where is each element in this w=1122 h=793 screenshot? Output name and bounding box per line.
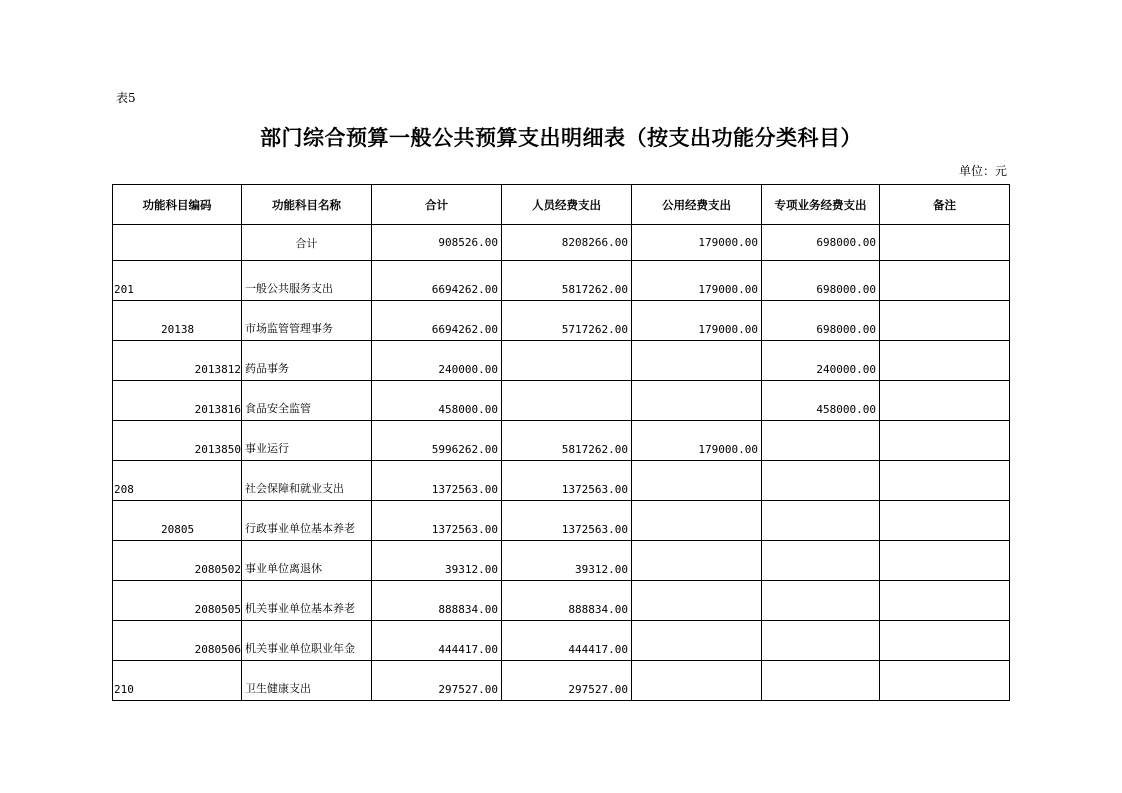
cell-personnel: 1372563.00 — [502, 461, 632, 501]
cell-special: 240000.00 — [762, 341, 880, 381]
table-row — [113, 301, 1010, 341]
cell-special — [762, 461, 880, 501]
table-number-label: 表5 — [116, 91, 136, 105]
cell-special — [762, 421, 880, 461]
cell-code: 20138 — [113, 301, 242, 341]
cell-total: 458000.00 — [372, 381, 502, 421]
cell-code: 20805 — [113, 501, 242, 541]
cell-total: 6694262.00 — [372, 301, 502, 341]
cell-name: 行政事业单位基本养老 — [242, 501, 372, 541]
cell-special: 698000.00 — [762, 261, 880, 301]
table-row — [113, 341, 1010, 381]
table-row — [113, 501, 1010, 541]
cell-name: 卫生健康支出 — [242, 661, 372, 701]
cell-note — [880, 421, 1010, 461]
cell-name: 药品事务 — [242, 341, 372, 381]
column-header-note: 备注 — [880, 185, 1010, 225]
cell-personnel: 444417.00 — [502, 621, 632, 661]
cell-special — [762, 581, 880, 621]
cell-public: 179000.00 — [632, 421, 762, 461]
cell-code: 2080505 — [113, 581, 242, 621]
cell-code: 2013850 — [113, 421, 242, 461]
cell-public — [632, 541, 762, 581]
table-row — [113, 261, 1010, 301]
cell-personnel: 5817262.00 — [502, 421, 632, 461]
table-body — [113, 225, 1010, 701]
table-row — [113, 421, 1010, 461]
cell-total: 908526.00 — [372, 225, 502, 261]
cell-personnel: 39312.00 — [502, 541, 632, 581]
cell-code — [113, 225, 242, 261]
budget-detail-table — [112, 184, 1010, 701]
cell-code: 2013812 — [113, 341, 242, 381]
cell-public: 179000.00 — [632, 301, 762, 341]
cell-note — [880, 581, 1010, 621]
cell-name: 社会保障和就业支出 — [242, 461, 372, 501]
table-row — [113, 381, 1010, 421]
cell-code: 2080506 — [113, 621, 242, 661]
cell-personnel: 5717262.00 — [502, 301, 632, 341]
cell-personnel: 1372563.00 — [502, 501, 632, 541]
cell-personnel — [502, 381, 632, 421]
cell-public — [632, 461, 762, 501]
cell-public: 179000.00 — [632, 261, 762, 301]
unit-label: 单位：元 — [958, 164, 1007, 178]
cell-note — [880, 461, 1010, 501]
cell-name: 一般公共服务支出 — [242, 261, 372, 301]
cell-total: 297527.00 — [372, 661, 502, 701]
page-title: 部门综合预算一般公共预算支出明细表（按支出功能分类科目） — [260, 126, 862, 150]
cell-note — [880, 501, 1010, 541]
table-row — [113, 621, 1010, 661]
cell-public — [632, 621, 762, 661]
cell-note — [880, 301, 1010, 341]
cell-total: 888834.00 — [372, 581, 502, 621]
cell-total: 5996262.00 — [372, 421, 502, 461]
cell-note — [880, 341, 1010, 381]
cell-name: 事业单位离退休 — [242, 541, 372, 581]
table-row — [113, 461, 1010, 501]
column-header-code: 功能科目编码 — [113, 185, 242, 225]
cell-personnel: 888834.00 — [502, 581, 632, 621]
cell-public: 179000.00 — [632, 225, 762, 261]
cell-public — [632, 341, 762, 381]
cell-special — [762, 501, 880, 541]
cell-special: 698000.00 — [762, 225, 880, 261]
cell-note — [880, 225, 1010, 261]
table-row — [113, 541, 1010, 581]
column-header-public: 公用经费支出 — [632, 185, 762, 225]
cell-special: 458000.00 — [762, 381, 880, 421]
table-row — [113, 581, 1010, 621]
cell-public — [632, 661, 762, 701]
cell-name: 食品安全监管 — [242, 381, 372, 421]
cell-name: 合计 — [242, 225, 372, 261]
cell-total: 6694262.00 — [372, 261, 502, 301]
total-row — [113, 225, 1010, 261]
cell-note — [880, 621, 1010, 661]
cell-note — [880, 261, 1010, 301]
cell-note — [880, 661, 1010, 701]
cell-code: 208 — [113, 461, 242, 501]
cell-note — [880, 541, 1010, 581]
cell-special — [762, 621, 880, 661]
cell-total: 240000.00 — [372, 341, 502, 381]
cell-public — [632, 501, 762, 541]
cell-note — [880, 381, 1010, 421]
cell-public — [632, 581, 762, 621]
cell-total: 1372563.00 — [372, 501, 502, 541]
cell-special — [762, 661, 880, 701]
cell-name: 机关事业单位职业年金 — [242, 621, 372, 661]
cell-personnel: 8208266.00 — [502, 225, 632, 261]
cell-personnel: 297527.00 — [502, 661, 632, 701]
column-header-name: 功能科目名称 — [242, 185, 372, 225]
table-header-row — [113, 185, 1010, 225]
cell-total: 444417.00 — [372, 621, 502, 661]
cell-code: 201 — [113, 261, 242, 301]
column-header-special: 专项业务经费支出 — [762, 185, 880, 225]
cell-special: 698000.00 — [762, 301, 880, 341]
cell-name: 事业运行 — [242, 421, 372, 461]
cell-special — [762, 541, 880, 581]
cell-total: 1372563.00 — [372, 461, 502, 501]
cell-name: 市场监管管理事务 — [242, 301, 372, 341]
cell-public — [632, 381, 762, 421]
cell-code: 210 — [113, 661, 242, 701]
column-header-total: 合计 — [372, 185, 502, 225]
cell-name: 机关事业单位基本养老 — [242, 581, 372, 621]
cell-total: 39312.00 — [372, 541, 502, 581]
cell-code: 2080502 — [113, 541, 242, 581]
cell-code: 2013816 — [113, 381, 242, 421]
cell-personnel: 5817262.00 — [502, 261, 632, 301]
cell-personnel — [502, 341, 632, 381]
table-row — [113, 661, 1010, 701]
column-header-personnel: 人员经费支出 — [502, 185, 632, 225]
